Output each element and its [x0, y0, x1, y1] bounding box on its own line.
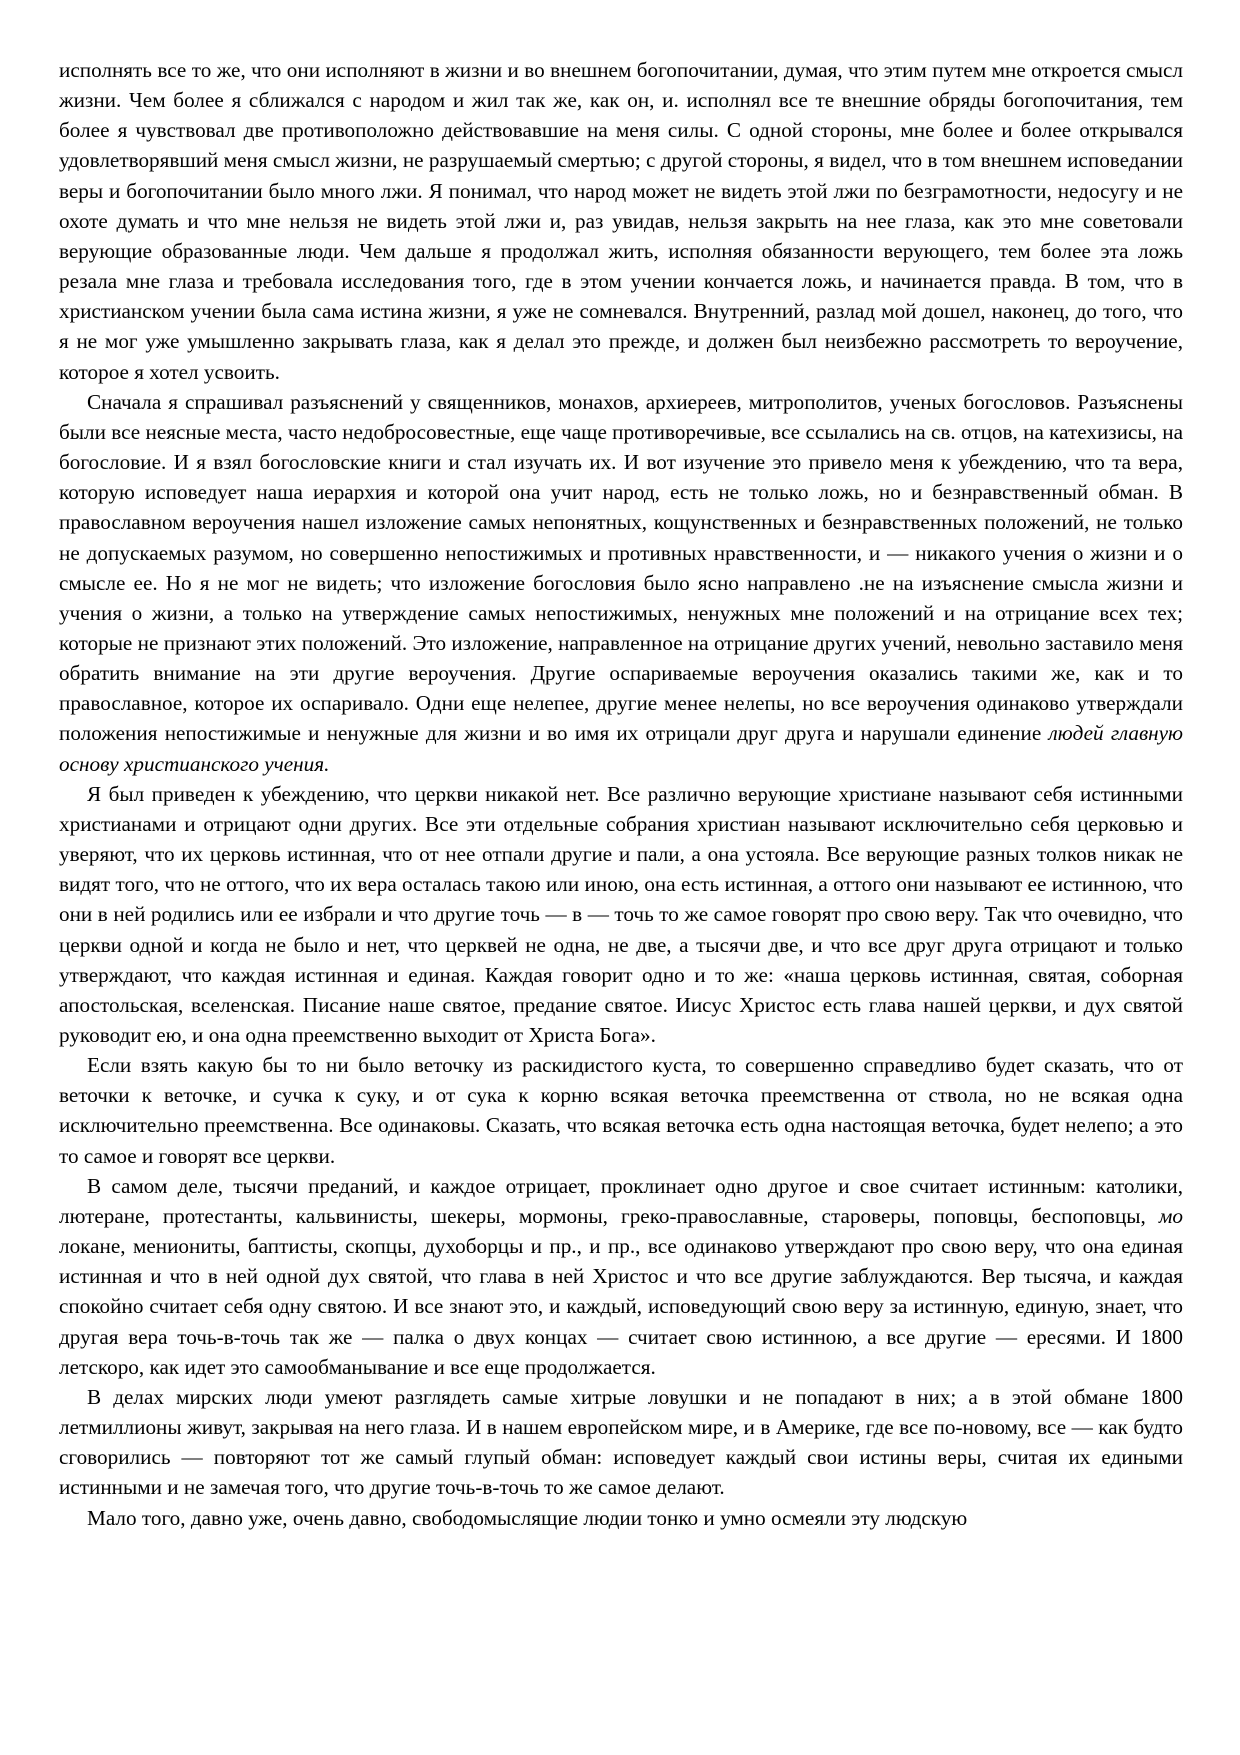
- paragraph-text: локане, мениониты, баптисты, скопцы, духоборцы и пр., и пр., все одинаково утверждают про свою веру, что она единая истинная и что в ней одной дух святой, что глава в ней Христос и что все другие заблуждаются. Вер тысяча, и каждая спокойно считает себя одну святою. И все знают это, и каждый, исповедующий свою веру за истинную, единую, знает, что другая вера точь-в-точь так же — палка о двух концах — считает свою истинною, а все другие — ересями. И 1800 летскоро, как идет это самообманывание и все еще продолжается.: [59, 1234, 1183, 1379]
- document-page: [59, 55, 1183, 1533]
- paragraph-2: [59, 387, 1183, 779]
- paragraph-1: [59, 55, 1183, 387]
- italic-text: мо: [1158, 1203, 1183, 1228]
- paragraph-5: [59, 1171, 1183, 1382]
- paragraph-4: [59, 1050, 1183, 1171]
- paragraph-3: [59, 779, 1183, 1050]
- paragraph-text: исполнять все то же, что они исполняют в жизни и во внешнем богопочитании, думая, что этим путем мне откроется смысл жизни. Чем более я сближался с народом и жил так же, как он, и. исполнял все те внешние обряды богопочитания, тем более я чувствовал две противоположно действовавшие на меня силы. С одной стороны, мне более и более открывался удовлетворявший меня смысл жизни, не разрушаемый смертью; с другой стороны, я видел, что в том внешнем исповедании веры и богопочитании было много лжи. Я понимал, что народ может не видеть этой лжи по безграмотности, недосугу и не охоте думать и что мне нельзя не видеть этой лжи и, раз увидав, нельзя закрыть на нее глаза, как это мне советовали верующие образованные люди. Чем дальше я продолжал жить, исполняя обязанности верующего, тем более эта ложь резала мне глаза и требовала исследования того, где в этом учении кончается ложь, и начинается правда. В том, что в христианском учении была сама истина жизни, я уже не сомневался. Внутренний, разлад мой дошел, наконец, до того, что я не мог уже умышленно закрывать глаза, как я делал это прежде, и должен был неизбежно рассмотреть то вероучение, которое я хотел усвоить.: [59, 58, 1183, 384]
- paragraph-text: Мало того, давно уже, очень давно, свободомыслящие людии тонко и умно осмеяли эту людскую: [87, 1505, 968, 1530]
- paragraph-text: Если взять какую бы то ни было веточку из раскидистого куста, то совершенно справедливо будет сказать, что от веточки к веточке, и сучка к суку, и от сука к корню всякая веточка преемственна от ствола, но не всякая одна исключительно преемственна. Все одинаковы. Сказать, что всякая веточка есть одна настоящая веточка, будет нелепо; а это то самое и говорят все церкви.: [59, 1053, 1183, 1168]
- paragraph-text: В делах мирских люди умеют разглядеть самые хитрые ловушки и не попадают в них; а в этой обмане 1800 летмиллионы живут, закрывая на него глаза. И в нашем европейском мире, и в Америке, где все по-новому, все — как будто сговорились — повторяют тот же самый глупый обман: исповедует каждый свои истины веры, считая их едиными истинными и не замечая того, что другие точь-в-точь то же самое делают.: [59, 1384, 1183, 1500]
- paragraph-text: Сначала я спрашивал разъяснений у священников, монахов, архиереев, митрополитов, ученых богословов. Разъяснены были все неясные места, часто недобросовестные, еще чаще противоречивые, все ссылались на св. отцов, на катехизисы, на богословие. И я взял богословские книги и стал изучать их. И вот изучение это привело меня к убеждению, что та вера, которую исповедует наша иерархия и которой она учит народ, есть не только ложь, но и безнравственный обман. В православном вероучения нашел изложение самых непонятных, кощунственных и безнравственных положений, не только не допускаемых разумом, но совершенно непостижимых и противных нравственности, и — никакого учения о жизни и о смысле ее. Но я не мог не видеть; что изложение богословия было ясно направлено .не на изъяснение смысла жизни и учения о жизни, а только на утверждение самых непостижимых, ненужных мне положений и на отрицание всех тех; которые не признают этих положений. Это изложение, направленное на отрицание других учений, невольно заставило меня обратить внимание на эти другие вероучения. Другие оспариваемые вероучения оказались такими же, как и то православное, которое их оспаривало. Одни еще нелепее, другие менее нелепы, но все вероучения одинаково утверждали положения непостижимые и ненужные для жизни и во имя их отрицали друг друга и нарушали единение: [59, 389, 1183, 746]
- paragraph-text: Я был приведен к убеждению, что церкви никакой нет. Все различно верующие христиане называют себя истинными христианами и отрицают одни других. Все эти отдельные собрания христиан называют исключительно себя церковью и уверяют, что их церковь истинная, что от нее отпали другие и пали, а она устояла. Все верующие разных толков никак не видят того, что не оттого, что их вера осталась такою или иною, она есть истинная, а оттого они называют ее истинною, что они в ней родились или ее избрали и что другие точь — в — точь то же самое говорят про свою веру. Так что очевидно, что церкви одной и когда не было и нет, что церквей не одна, не две, а тысячи две, и что все друг друга отрицают и только утверждают, что каждая истинная и единая. Каждая говорит одно и то же: «наша церковь истинная, святая, соборная апостольская, вселенская. Писание наше святое, предание святое. Иисус Христос есть глава нашей церкви, и дух святой руководит ею, и она одна преемственно выходит от Христа Бога».: [59, 781, 1183, 1047]
- paragraph-7: [59, 1503, 1183, 1533]
- italic-text: людей главную основу христианского учения.: [59, 721, 1183, 776]
- paragraph-6: [59, 1382, 1183, 1503]
- paragraph-text: В самом деле, тысячи преданий, и каждое отрицает, проклинает одно другое и свое считает истинным: католики, лютеране, протестанты, кальвинисты, шекеры, мормоны, греко-православные, староверы, поповцы, беспоповцы,: [59, 1173, 1183, 1228]
